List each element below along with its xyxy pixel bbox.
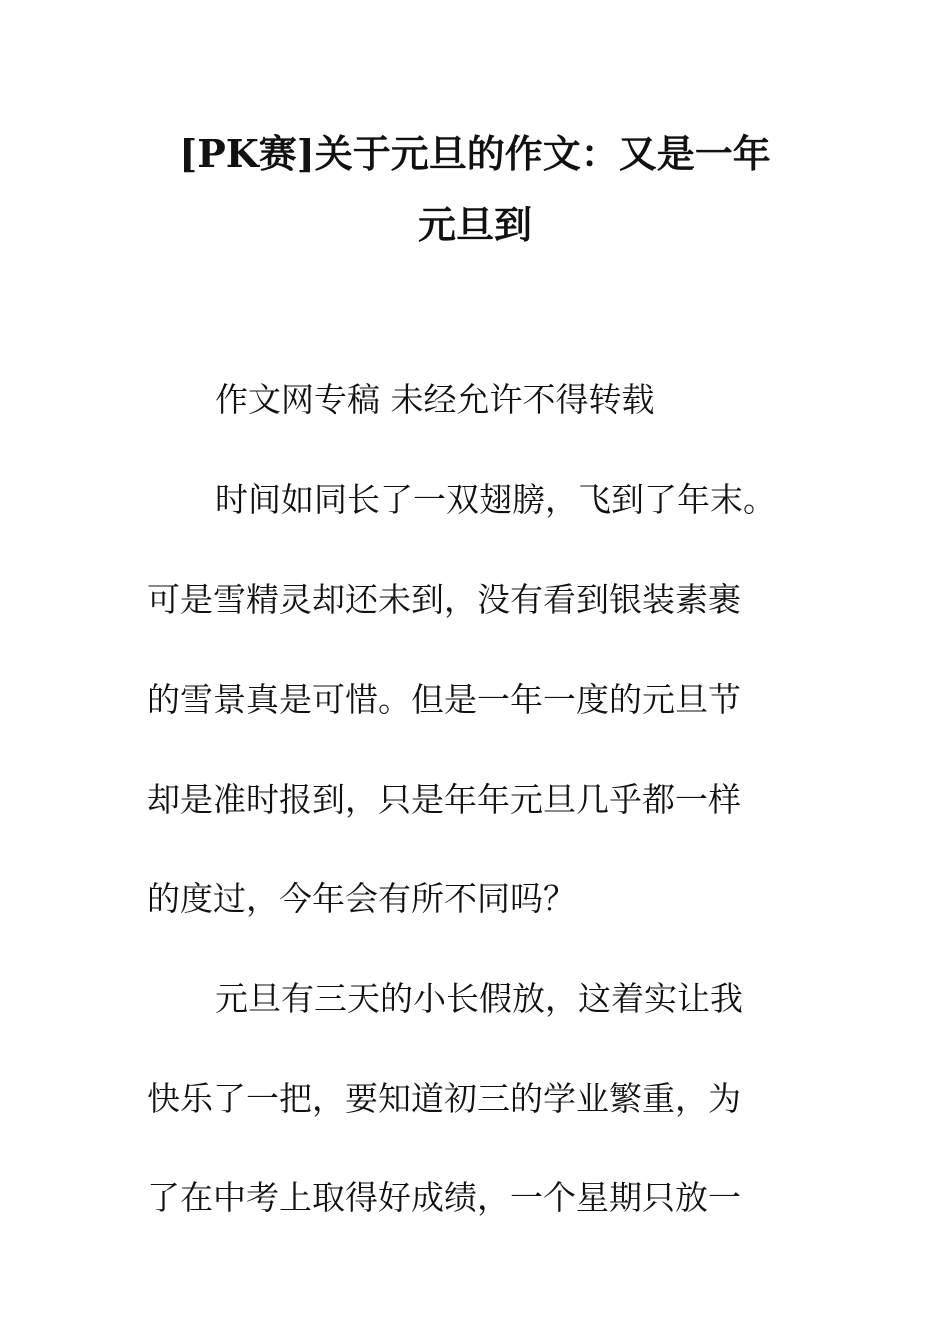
paragraph-1-line-3: 的雪景真是可惜。但是一年一度的元旦节 [147,680,741,719]
byline: 作文网专稿 未经允许不得转载 [215,380,655,419]
paragraph-1-line-2: 可是雪精灵却还未到，没有看到银装素裹 [147,580,741,619]
paragraph-1-line-1: 时间如同长了一双翅膀，飞到了年末。 [215,480,776,519]
paragraph-2-line-2: 快乐了一把，要知道初三的学业繁重，为 [147,1079,741,1118]
document-title-line-1: [PK赛]关于元旦的作文：又是一年 [179,131,771,176]
paragraph-1-line-4: 却是准时报到，只是年年元旦几乎都一样 [147,780,741,819]
paragraph-2-line-3: 了在中考上取得好成绩，一个星期只放一 [147,1178,741,1217]
paragraph-1-line-5: 的度过，今年会有所不同吗？ [147,879,576,918]
paragraph-2-line-1: 元旦有三天的小长假放，这着实让我 [215,979,743,1018]
document-title-line-2: 元旦到 [417,202,532,247]
